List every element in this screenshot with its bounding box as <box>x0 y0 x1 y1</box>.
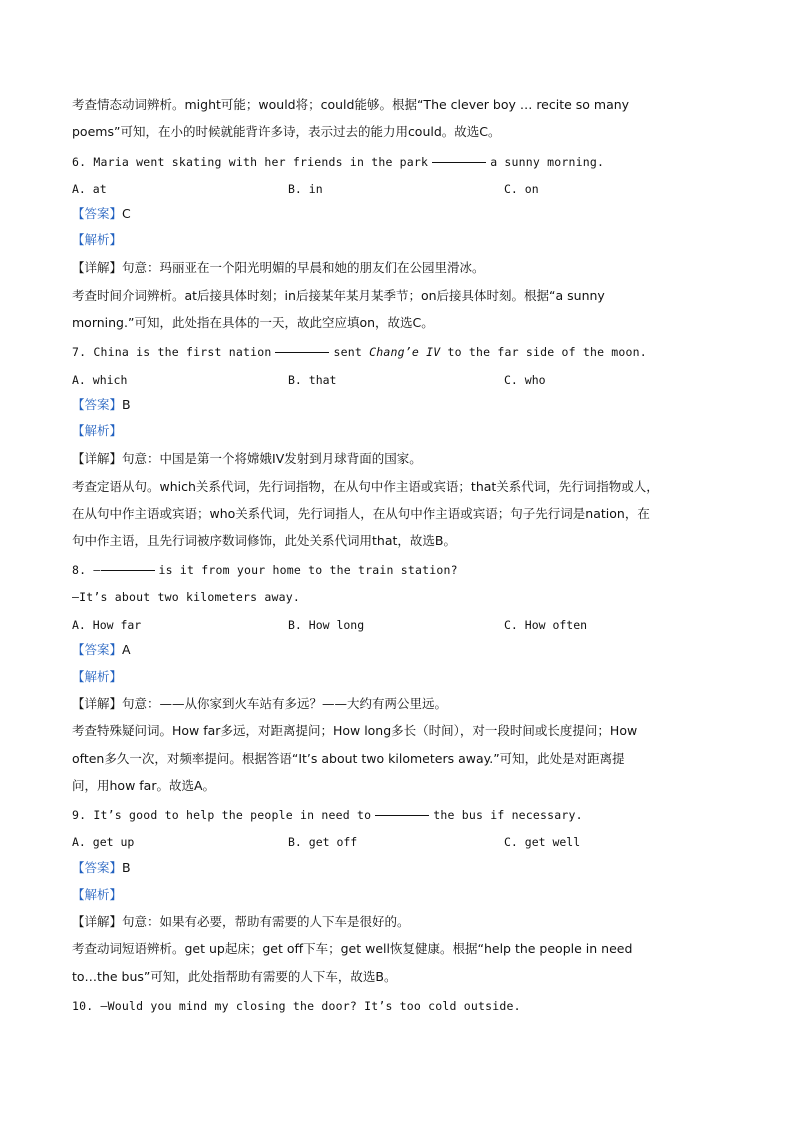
q8-option-a: A. How far <box>72 618 142 632</box>
q8-stem-part-a: is it from your home to the train station? <box>158 563 458 577</box>
q9-stem-part-b: the bus if necessary. <box>433 808 583 822</box>
q8-explain-line3: 问，用how far。故选A。 <box>72 778 216 793</box>
q7-answer-tag: 【答案】 <box>72 397 123 412</box>
q7-answer-value: B <box>122 397 131 412</box>
q9-answer <box>72 859 131 877</box>
q9-answer-value: B <box>122 860 131 875</box>
q6-explain-line1: 考查时间介词辨析。at后接具体时刻；in后接某年某月某季节；on后接具体时刻。根据“a sunny <box>72 288 605 303</box>
q6-explain-line2: morning.”可知，此处指在具体的一天，故此空应填on，故选C。 <box>72 315 434 330</box>
q7-explain-line2: 在从句中作主语或宾语；who关系代词，先行词指人，在从句中作主语或宾语；句子先行词是nation，在 <box>72 506 650 521</box>
q6-answer-value: C <box>122 206 131 221</box>
q6-detail-tag: 【详解】 <box>72 260 123 275</box>
q8-answer-value: A <box>122 642 131 657</box>
q5-explain-line2: poems”可知，在小的时候就能背许多诗，表示过去的能力用could。故选C。 <box>72 124 501 139</box>
q9-stem-part-a: 9. It’s good to help the people in need to <box>72 808 372 822</box>
q8-option-c: C. How often <box>504 618 588 632</box>
q6-analysis-tag: 【解析】 <box>72 232 123 247</box>
q7-detail <box>72 450 422 468</box>
q9-analysis-tag: 【解析】 <box>72 887 123 902</box>
q7-stem-part-c: to the far side of the moon. <box>447 345 647 359</box>
q8-analysis-tag: 【解析】 <box>72 669 123 684</box>
q6-option-c: C. on <box>504 182 539 196</box>
q6-detail <box>72 259 485 277</box>
q9-detail-tag: 【详解】 <box>72 914 123 929</box>
q8-stem-prefix: 8. — <box>72 563 101 577</box>
q8-answer <box>72 641 131 659</box>
q7-stem-part-b: sent <box>333 345 362 359</box>
q9-answer-tag: 【答案】 <box>72 860 123 875</box>
q9-blank <box>375 815 429 816</box>
q7-answer <box>72 396 131 414</box>
q8-explain-line2: often多久一次，对频率提问。根据答语“It’s about two kilometers away.”可知，此处是对距离提 <box>72 751 625 766</box>
q8-explain-line1: 考查特殊疑问词。How far多远，对距离提问；How long多长（时间），对一段时间或长度提问；How <box>72 723 638 738</box>
q8-answer-tag: 【答案】 <box>72 642 123 657</box>
q7-stem-part-a: 7. China is the first nation <box>72 345 272 359</box>
q6-stem-part-a: 6. Maria went skating with her friends in the park <box>72 155 429 169</box>
q6-answer <box>72 205 131 223</box>
q9-option-a: A. get up <box>72 835 135 849</box>
q7-detail-text: 句意：中国是第一个将嫦娥IV发射到月球背面的国家。 <box>122 451 422 466</box>
q10-stem: 10. —Would you mind my closing the door? It’s too cold outside. <box>72 999 521 1013</box>
q8-detail <box>72 695 447 713</box>
q8-stem <box>72 561 458 579</box>
q7-blank <box>275 352 329 353</box>
q6-stem-part-b: a sunny morning. <box>490 155 605 169</box>
q7-option-a: A. which <box>72 373 128 387</box>
q6-answer-tag: 【答案】 <box>72 206 123 221</box>
q7-stem <box>72 343 647 361</box>
q9-detail-text: 句意：如果有必要，帮助有需要的人下车是很好的。 <box>122 914 410 929</box>
q8-blank <box>101 570 155 571</box>
q7-explain-line1: 考查定语从句。which关系代词，先行词指物，在从句中作主语或宾语；that关系代词，先行词指物或人， <box>72 479 659 494</box>
q8-reply: —It’s about two kilometers away. <box>72 590 300 604</box>
q7-option-c: C. who <box>504 373 546 387</box>
q6-stem <box>72 153 604 171</box>
q7-detail-tag: 【详解】 <box>72 451 123 466</box>
q7-option-b: B. that <box>288 373 337 387</box>
q7-analysis-tag: 【解析】 <box>72 423 123 438</box>
q9-option-b: B. get off <box>288 835 358 849</box>
q9-detail <box>72 913 410 931</box>
q9-stem <box>72 806 583 824</box>
q7-stem-italic: Chang’e IV <box>369 345 441 359</box>
q6-blank <box>432 162 486 163</box>
q8-option-b: B. How long <box>288 618 365 632</box>
q6-option-b: B. in <box>288 182 323 196</box>
q7-explain-line3: 句中作主语，且先行词被序数词修饰，此处关系代词用that，故选B。 <box>72 533 456 548</box>
q9-option-c: C. get well <box>504 835 581 849</box>
q6-detail-text: 句意：玛丽亚在一个阳光明媚的早晨和她的朋友们在公园里滑冰。 <box>122 260 485 275</box>
q9-explain-line2: to…the bus”可知，此处指帮助有需要的人下车，故选B。 <box>72 969 397 984</box>
q5-explain-line1: 考查情态动词辨析。might可能；would将；could能够。根据“The clever boy … recite so many <box>72 97 630 112</box>
q8-detail-tag: 【详解】 <box>72 696 123 711</box>
q6-option-a: A. at <box>72 182 107 196</box>
q9-explain-line1: 考查动词短语辨析。get up起床；get off下车；get well恢复健康。根据“help the people in need <box>72 941 633 956</box>
q8-detail-text: 句意：——从你家到火车站有多远？——大约有两公里远。 <box>122 696 448 711</box>
